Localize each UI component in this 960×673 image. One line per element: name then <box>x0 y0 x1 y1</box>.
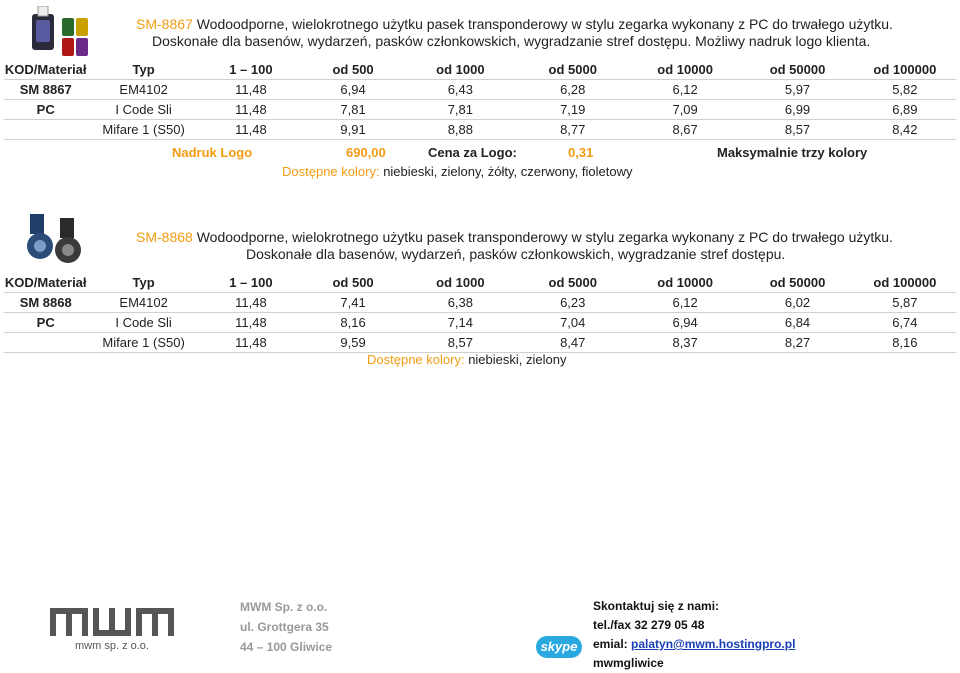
table-cell: I Code Sli <box>115 102 172 117</box>
product1-price-table <box>4 60 956 140</box>
email-link[interactable]: palatyn@mwm.hostingpro.pl <box>631 637 796 651</box>
column-header: od 5000 <box>548 62 597 77</box>
company-city: 44 – 100 Gliwice <box>240 640 333 654</box>
table-cell: 7,14 <box>447 315 473 330</box>
max-colors-note: Maksymalnie trzy kolory <box>717 145 868 160</box>
table-cell: EM4102 <box>119 295 168 310</box>
table-row <box>4 293 956 313</box>
column-header: Typ <box>132 62 155 77</box>
logo-subtitle: mwm sp. z o.o. <box>75 640 149 652</box>
column-header: od 100000 <box>873 62 937 77</box>
column-header: KOD/Materiał <box>4 275 87 290</box>
table-header-row <box>4 60 956 80</box>
column-header: KOD/Materiał <box>4 62 87 77</box>
available-colors-value: niebieski, zielony <box>468 352 567 367</box>
table-cell: 6,28 <box>560 82 586 97</box>
contact-title: Skontaktuj się z nami: <box>593 599 720 613</box>
company-street: ul. Grottgera 35 <box>240 620 329 634</box>
column-header: od 50000 <box>769 62 826 77</box>
table-cell: PC <box>36 315 55 330</box>
table-cell: 8,27 <box>784 335 811 350</box>
table-cell: 7,81 <box>447 102 473 117</box>
table-cell: 6,38 <box>447 295 473 310</box>
table-cell: 6,12 <box>672 82 698 97</box>
table-cell: 6,12 <box>672 295 698 310</box>
column-header: 1 – 100 <box>229 275 273 290</box>
table-row <box>4 333 956 353</box>
table-cell: 5,87 <box>892 295 918 310</box>
table-cell: 8,57 <box>447 335 473 350</box>
table-cell: Mifare 1 (S50) <box>102 122 185 137</box>
company-logo <box>50 604 174 654</box>
table-cell: 9,59 <box>340 335 366 350</box>
table-cell: 8,77 <box>560 122 586 137</box>
skype-icon <box>536 636 582 658</box>
column-header: Typ <box>132 275 155 290</box>
product2-desc-line1: Wodoodporne, wielokrotnego użytku pasek transponderowy w stylu zegarka wykonany z PC do trwałego użytku. <box>196 229 893 245</box>
table-cell: 11,48 <box>235 315 267 330</box>
logo-cost-value: 0,31 <box>568 145 594 160</box>
column-header: od 10000 <box>657 275 713 290</box>
table-cell <box>4 120 87 140</box>
table-cell: 11,48 <box>235 122 267 137</box>
table-cell: 7,41 <box>340 295 366 310</box>
table-cell: 7,81 <box>340 102 366 117</box>
column-header: od 1000 <box>436 62 485 77</box>
contact-phone: tel./fax 32 279 05 48 <box>593 618 705 632</box>
column-header: od 500 <box>332 275 374 290</box>
table-row <box>4 100 956 120</box>
table-cell: 6,02 <box>784 295 811 310</box>
table-cell: SM 8867 <box>19 82 72 97</box>
table-row <box>4 313 956 333</box>
logo-print-price: 690,00 <box>346 145 386 160</box>
table-cell: 8,16 <box>892 335 918 350</box>
table-cell: 7,19 <box>560 102 586 117</box>
company-name: MWM Sp. z o.o. <box>240 600 328 614</box>
table-cell: 8,16 <box>340 315 366 330</box>
table-cell: 8,57 <box>784 122 811 137</box>
product2-desc-line2: Doskonałe dla basenów, wydarzeń, pasków członkowskich, wygradzanie stref dostępu. <box>246 246 786 262</box>
logo-print-label: Nadruk Logo <box>172 145 253 160</box>
table-cell: 6,94 <box>672 315 698 330</box>
available-colors-value: niebieski, zielony, żółty, czerwony, fioletowy <box>383 164 633 179</box>
table-header-row <box>4 273 956 293</box>
product2-price-table <box>4 273 956 353</box>
product-image-sm8868 <box>24 214 86 266</box>
available-colors-label: Dostępne kolory: <box>367 352 465 367</box>
table-cell: 9,91 <box>340 122 366 137</box>
table-row <box>4 80 956 100</box>
logo-cost-label: Cena za Logo: <box>428 145 517 160</box>
table-cell: 6,74 <box>892 315 918 330</box>
table-cell: Mifare 1 (S50) <box>102 335 185 350</box>
product2-code: SM-8868 <box>136 229 193 245</box>
column-header: od 500 <box>332 62 374 77</box>
column-header: od 1000 <box>436 275 485 290</box>
skype-logo-text: skype <box>540 639 578 654</box>
table-cell: 8,37 <box>672 335 698 350</box>
email-label: emial: <box>593 637 628 651</box>
table-cell: 5,97 <box>784 82 811 97</box>
table-cell: 11,48 <box>235 335 267 350</box>
table-cell: 11,48 <box>235 295 267 310</box>
table-cell: 6,23 <box>560 295 586 310</box>
table-cell: 6,99 <box>784 102 811 117</box>
table-cell: 6,89 <box>892 102 918 117</box>
table-cell: 6,94 <box>340 82 366 97</box>
table-cell: 8,67 <box>672 122 698 137</box>
table-cell: 6,84 <box>784 315 811 330</box>
table-cell: SM 8868 <box>19 295 72 310</box>
table-cell: 6,43 <box>447 82 473 97</box>
skype-name: mwmgliwice <box>593 656 664 670</box>
table-cell: EM4102 <box>119 82 168 97</box>
product1-code: SM-8867 <box>136 16 193 32</box>
available-colors-label: Dostępne kolory: <box>282 164 380 179</box>
column-header: od 10000 <box>657 62 713 77</box>
table-cell: 8,42 <box>892 122 918 137</box>
table-cell: 7,04 <box>560 315 586 330</box>
table-cell: 8,88 <box>447 122 473 137</box>
table-cell: 8,47 <box>560 335 586 350</box>
table-cell <box>4 333 87 353</box>
table-cell: 7,09 <box>672 102 698 117</box>
column-header: od 100000 <box>873 275 937 290</box>
table-cell: I Code Sli <box>115 315 172 330</box>
product-image-sm8867 <box>28 6 128 58</box>
table-cell: 11,48 <box>235 102 267 117</box>
table-row <box>4 120 956 140</box>
column-header: od 50000 <box>769 275 826 290</box>
table-cell: 11,48 <box>235 82 267 97</box>
column-header: 1 – 100 <box>229 62 273 77</box>
table-cell: PC <box>36 102 55 117</box>
column-header: od 5000 <box>548 275 597 290</box>
product1-desc-line1: Wodoodporne, wielokrotnego użytku pasek transponderowy w stylu zegarka wykonany z PC do trwałego użytku. <box>196 16 893 32</box>
logo-print-label <box>172 145 252 160</box>
table-cell: 5,82 <box>892 82 918 97</box>
product1-desc-line2: Doskonałe dla basenów, wydarzeń, pasków członkowskich, wygradzanie stref dostępu. Możliwy nadruk logo klienta. <box>152 33 871 49</box>
